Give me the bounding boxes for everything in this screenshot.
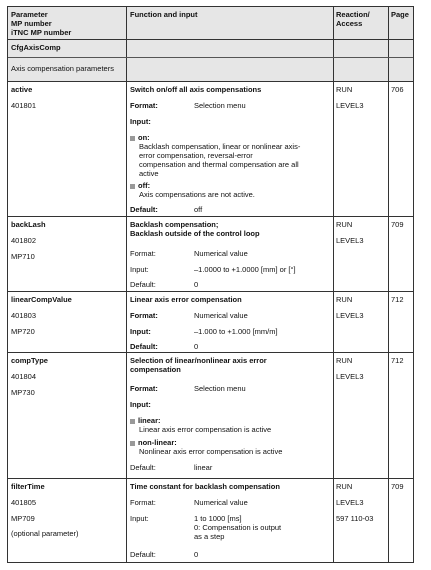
bullet-icon xyxy=(130,441,135,446)
page-number: 709 xyxy=(391,220,404,229)
reaction: RUN xyxy=(336,356,353,365)
default-value: linear xyxy=(194,463,213,472)
reaction: RUN xyxy=(336,295,353,304)
format-value: Selection menu xyxy=(194,101,246,110)
row-divider xyxy=(8,352,413,353)
param-name: backLash xyxy=(11,220,46,229)
default-value: 0 xyxy=(194,550,199,559)
option-desc: Nonlinear axis error compensation is active xyxy=(139,447,283,456)
input-label: Input: xyxy=(130,514,149,523)
header-itnc-mp-number: iTNC MP number xyxy=(11,28,72,37)
bullet-icon xyxy=(130,136,135,141)
param-itnc: MP709 xyxy=(11,514,35,523)
option-off: off: xyxy=(130,181,150,190)
format-value: Numerical value xyxy=(194,249,248,258)
option-desc: Axis compensations are not active. xyxy=(139,190,255,199)
reaction: RUN xyxy=(336,85,353,94)
access: LEVEL3 xyxy=(336,236,364,245)
row-divider xyxy=(8,39,413,40)
param-function: Selection of linear/nonlinear axis error xyxy=(130,356,267,365)
header-access: Access xyxy=(336,19,363,28)
input-label: Input: xyxy=(130,117,151,126)
access: LEVEL3 xyxy=(336,101,364,110)
row-divider xyxy=(8,216,413,217)
format-value: Numerical value xyxy=(194,498,248,507)
param-function: Backlash outside of the control loop xyxy=(130,229,260,238)
row-divider xyxy=(8,291,413,292)
format-label: Format: xyxy=(130,498,156,507)
group-header-background xyxy=(8,39,413,81)
page-number: 712 xyxy=(391,356,404,365)
header-page: Page xyxy=(391,10,409,19)
reaction: RUN xyxy=(336,220,353,229)
row-divider xyxy=(8,478,413,479)
format-label: Format: xyxy=(130,384,158,393)
default-value: off xyxy=(194,205,203,214)
input-label: Input: xyxy=(130,400,151,409)
bullet-icon xyxy=(130,419,135,424)
param-note: (optional parameter) xyxy=(11,529,79,538)
bullet-icon xyxy=(130,184,135,189)
input-label: Input: xyxy=(130,327,151,336)
format-label: Format: xyxy=(130,249,156,258)
header-reaction: Reaction/ xyxy=(336,10,370,19)
format-value: Selection menu xyxy=(194,384,246,393)
param-name: active xyxy=(11,85,33,94)
group-subtitle: Axis compensation parameters xyxy=(11,64,114,73)
row-divider xyxy=(8,81,413,82)
option-desc: compensation and thermal compensation are all xyxy=(139,160,299,169)
format-label: Format: xyxy=(130,101,158,110)
option-non-linear: non-linear: xyxy=(130,438,177,447)
param-function: Backlash compensation; xyxy=(130,220,219,229)
param-name: compType xyxy=(11,356,48,365)
input-value: 0: Compensation is output xyxy=(194,523,282,532)
option-on: on: xyxy=(130,133,150,142)
option-desc: Linear axis error compensation is active xyxy=(139,425,272,434)
reaction: RUN xyxy=(336,482,353,491)
group-title: CfgAxisComp xyxy=(11,43,61,52)
header-mp-number: MP number xyxy=(11,19,52,28)
access-code: 597 110-03 xyxy=(336,514,374,523)
param-itnc: MP720 xyxy=(11,327,35,336)
default-label: Default: xyxy=(130,280,156,289)
default-label: Default: xyxy=(130,550,156,559)
header-parameter: Parameter xyxy=(11,10,48,19)
param-mp: 401803 xyxy=(11,311,37,320)
access: LEVEL3 xyxy=(336,498,364,507)
page-number: 712 xyxy=(391,295,404,304)
param-mp: 401801 xyxy=(11,101,37,110)
param-name: filterTime xyxy=(11,482,45,491)
access: LEVEL3 xyxy=(336,311,364,320)
param-function: compensation xyxy=(130,365,181,374)
param-itnc: MP730 xyxy=(11,388,35,397)
group-divider xyxy=(8,57,413,58)
option-desc: active xyxy=(139,169,159,178)
param-itnc: MP710 xyxy=(11,252,35,261)
default-value: 0 xyxy=(194,342,199,351)
format-value: Numerical value xyxy=(194,311,248,320)
param-function: Linear axis error compensation xyxy=(130,295,242,304)
option-linear: linear: xyxy=(130,416,161,425)
input-value: as a step xyxy=(194,532,225,541)
input-value: 1 to 1000 [ms] xyxy=(194,514,242,523)
format-label: Format: xyxy=(130,311,158,320)
access: LEVEL3 xyxy=(336,372,364,381)
header-function-input: Function and input xyxy=(130,10,198,19)
option-desc: error compensation, reversal-error xyxy=(139,151,253,160)
default-value: 0 xyxy=(194,280,199,289)
param-mp: 401805 xyxy=(11,498,37,507)
param-function: Switch on/off all axis compensations xyxy=(130,85,262,94)
param-name: linearCompValue xyxy=(11,295,72,304)
default-label: Default: xyxy=(130,463,156,472)
default-label: Default: xyxy=(130,205,158,214)
input-value: –1.000 to +1.000 [mm/m] xyxy=(194,327,278,336)
input-value: –1.0000 to +1.0000 [mm] or [°] xyxy=(194,265,296,274)
option-desc: Backlash compensation, linear or nonlinear axis- xyxy=(139,142,301,151)
page-number: 709 xyxy=(391,482,404,491)
param-mp: 401802 xyxy=(11,236,37,245)
default-label: Default: xyxy=(130,342,158,351)
parameter-table xyxy=(7,6,414,563)
param-mp: 401804 xyxy=(11,372,37,381)
param-function: Time constant for backlash compensation xyxy=(130,482,280,491)
page-number: 706 xyxy=(391,85,404,94)
input-label: Input: xyxy=(130,265,149,274)
